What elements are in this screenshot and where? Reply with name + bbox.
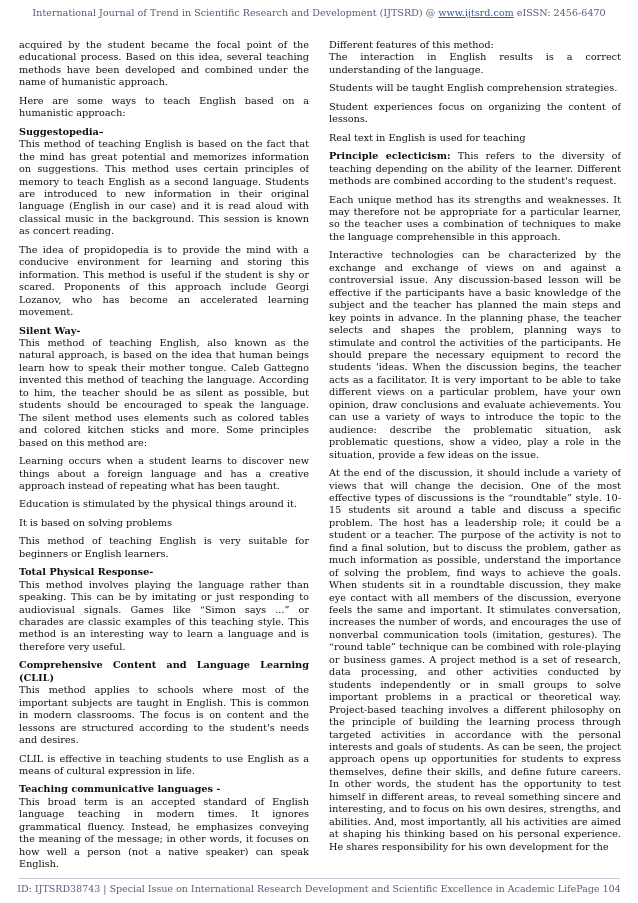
paragraph: Education is stimulated by the physical things around it. (19, 499, 298, 511)
header-issn: eISSN: 2456-6470 (516, 8, 606, 19)
paragraph-principle-eclecticism (329, 151, 621, 188)
journal-header (0, 8, 638, 19)
header-prefix: International Journal of Trend in Scientific Research and Development (IJTSRD) @ (32, 8, 436, 19)
paragraph: Students will be taught English comprehension strategies. (329, 83, 618, 95)
section-heading-total-physical-response: Total Physical Response- (19, 567, 154, 579)
paragraph: Real text in English is used for teaching (329, 132, 526, 144)
journal-website-link[interactable]: www.ijtsrd.com (438, 8, 514, 19)
page-footer: ID: IJTSRD38743 | Special Issue on International Research Development and Scientific Excellence in Academic LifePage 104 (17, 884, 621, 895)
paragraph: The idea of propidopedia is to provide the mind with a conducive environment for learning and storing this information. This method is useful if the student is shy or scared. Proponents of this approach include Georgi Lozanov, who has become an accelerated learning movement. (19, 244, 309, 319)
paragraph: Interactive technologies can be characterized by the exchange and exchange of views on and against a controversial issue. Any discussion-based lesson will be effective if the participants have a basic knowledge of the subject and the teacher has planned the main steps and key points in advance. In the planning phase, the teacher selects and shapes the problem, planning ways to stimulate and control the activities of the participants. He should prepare the necessary equipment to record the students 'ideas. When the discussion begins, the teacher acts as a facilitator. It is very important to be able to take different views on a particular problem, have your own opinion, draw conclusions and evaluate achievements. You can use a variety of ways to introduce the topic to the audience: describe the problematic situation, ask problematic questions, show a video, play a role in the situation, provide a few ideas on the issue. (329, 250, 621, 461)
paragraph: This method of teaching English, also known as the natural approach, is based on the idea that human beings learn how to speak their mother tongue. Caleb Gattegno invented this method of teaching the language. According to him, the teacher should be as silent as possible, but students should be encouraged to speak the language. The silent method uses elements such as colored tables and colored kitchen sticks and more. Some principles based on this method are: (19, 337, 309, 449)
paragraph: Each unique method has its strengths and weaknesses. It may therefore not be appropriate for a particular learner, so the teacher uses a combination of techniques to make the language comprehensible in this approach. (329, 194, 621, 243)
paragraph: Learning occurs when a student learns to discover new things about a foreign language and has a creative approach instead of repeating what has been taught. (19, 456, 309, 492)
paragraph: The interaction in English results is a correct understanding of the language. (329, 52, 621, 76)
footer-divider (19, 878, 620, 879)
paragraph: This method of teaching English is very suitable for beginners or English learners. (19, 536, 309, 560)
paragraph: CLIL is effective in teaching students to use English as a means of cultural expression in life. (19, 753, 309, 778)
paragraph: Here are some ways to teach English based on a humanistic approach: (19, 95, 309, 120)
paragraph: It is based on solving problems (19, 517, 172, 529)
right-column (329, 40, 621, 872)
paragraph: This method involves playing the language rather than speaking. This can be by imitating or just responding to audiovisual signals. Games like “Simon says ...” or charades are classic examples of this teaching style. This method is an interesting way to learn a language and is therefore very useful. (19, 579, 309, 653)
paragraph: This method applies to schools where most of the important subjects are taught in English. This is common in modern classrooms. The focus is on content and the lessons are structured according to the student's needs and desires. (19, 685, 309, 747)
paragraph: Student experiences focus on organizing the content of lessons. (329, 101, 621, 126)
section-heading-suggestopedia: Suggestopedia– (19, 126, 104, 138)
paragraph-text: This refers to the diversity of teaching depending on the ability of the learner. Different methods are combined according to the student's request. (329, 151, 621, 188)
section-heading-communicative-languages: Teaching communicative languages - (19, 784, 221, 796)
paragraph: Different features of this method: (329, 40, 494, 51)
left-column (19, 40, 309, 872)
paragraph: acquired by the student became the focal point of the educational process. Based on this idea, several teaching methods have been developed and combined under the name of humanistic approach. (19, 40, 309, 89)
section-heading-clil: Comprehensive Content and Language Learning (CLIL) (19, 660, 309, 684)
section-heading-silent-way: Silent Way- (19, 325, 81, 337)
inline-heading: Principle eclecticism: (329, 151, 451, 163)
paragraph: This method of teaching English is based on the fact that the mind has great potential and memorizes information on suggestions. This method uses certain principles of memory to teach English as a second language. Students are introduced to new information in their original language (English in our case) and it is read aloud with classical music in the background. This session is known as concert reading. (19, 139, 309, 238)
paragraph: At the end of the discussion, it should include a variety of views that will change the decision. One of the most effective types of discussions is the “roundtable” style. 10-15 students sit around a table and discuss a specific problem. The host has a leadership role; it could be a student or a teacher. The purpose of the activity is not to find a final solution, but to discuss the problem, gather as much information as possible, understand the importance of solving the problem, find ways to achieve the goals. When students sit in a roundtable discussion, they make eye contact with all members of the discussion, everyone feels the same and important. It stimulates conversation, increases the number of words, and encourages the use of nonverbal communication tools (imitation, gestures). The “round table” technique can be combined with role-playing or business games. A project method is a set of research, data processing, and other activities conducted by students independently or in small groups to solve important problems in a practical or theoretical way. Project-based teaching involves a different philosophy on the principle of building the learning process through targeted activities in accordance with the personal interests and goals of students. As can be seen, the project approach opens up opportunities for students to express themselves, define their skills, and define future careers. In other words, the student has the opportunity to test himself in different areas, to reveal something sincere and interesting, and to focus on his own desires, strengths, and abilities. And, most importantly, all his activities are aimed at shaping his thinking based on his personal experience. He shares responsibility for his own development for the (329, 468, 621, 853)
paragraph: This broad term is an accepted standard of English language teaching in modern times. It ignores grammatical fluency. Instead, he emphasizes conveying the meaning of the message; in other words, it focuses on how well a person (not a native speaker) can speak English. (19, 796, 309, 871)
